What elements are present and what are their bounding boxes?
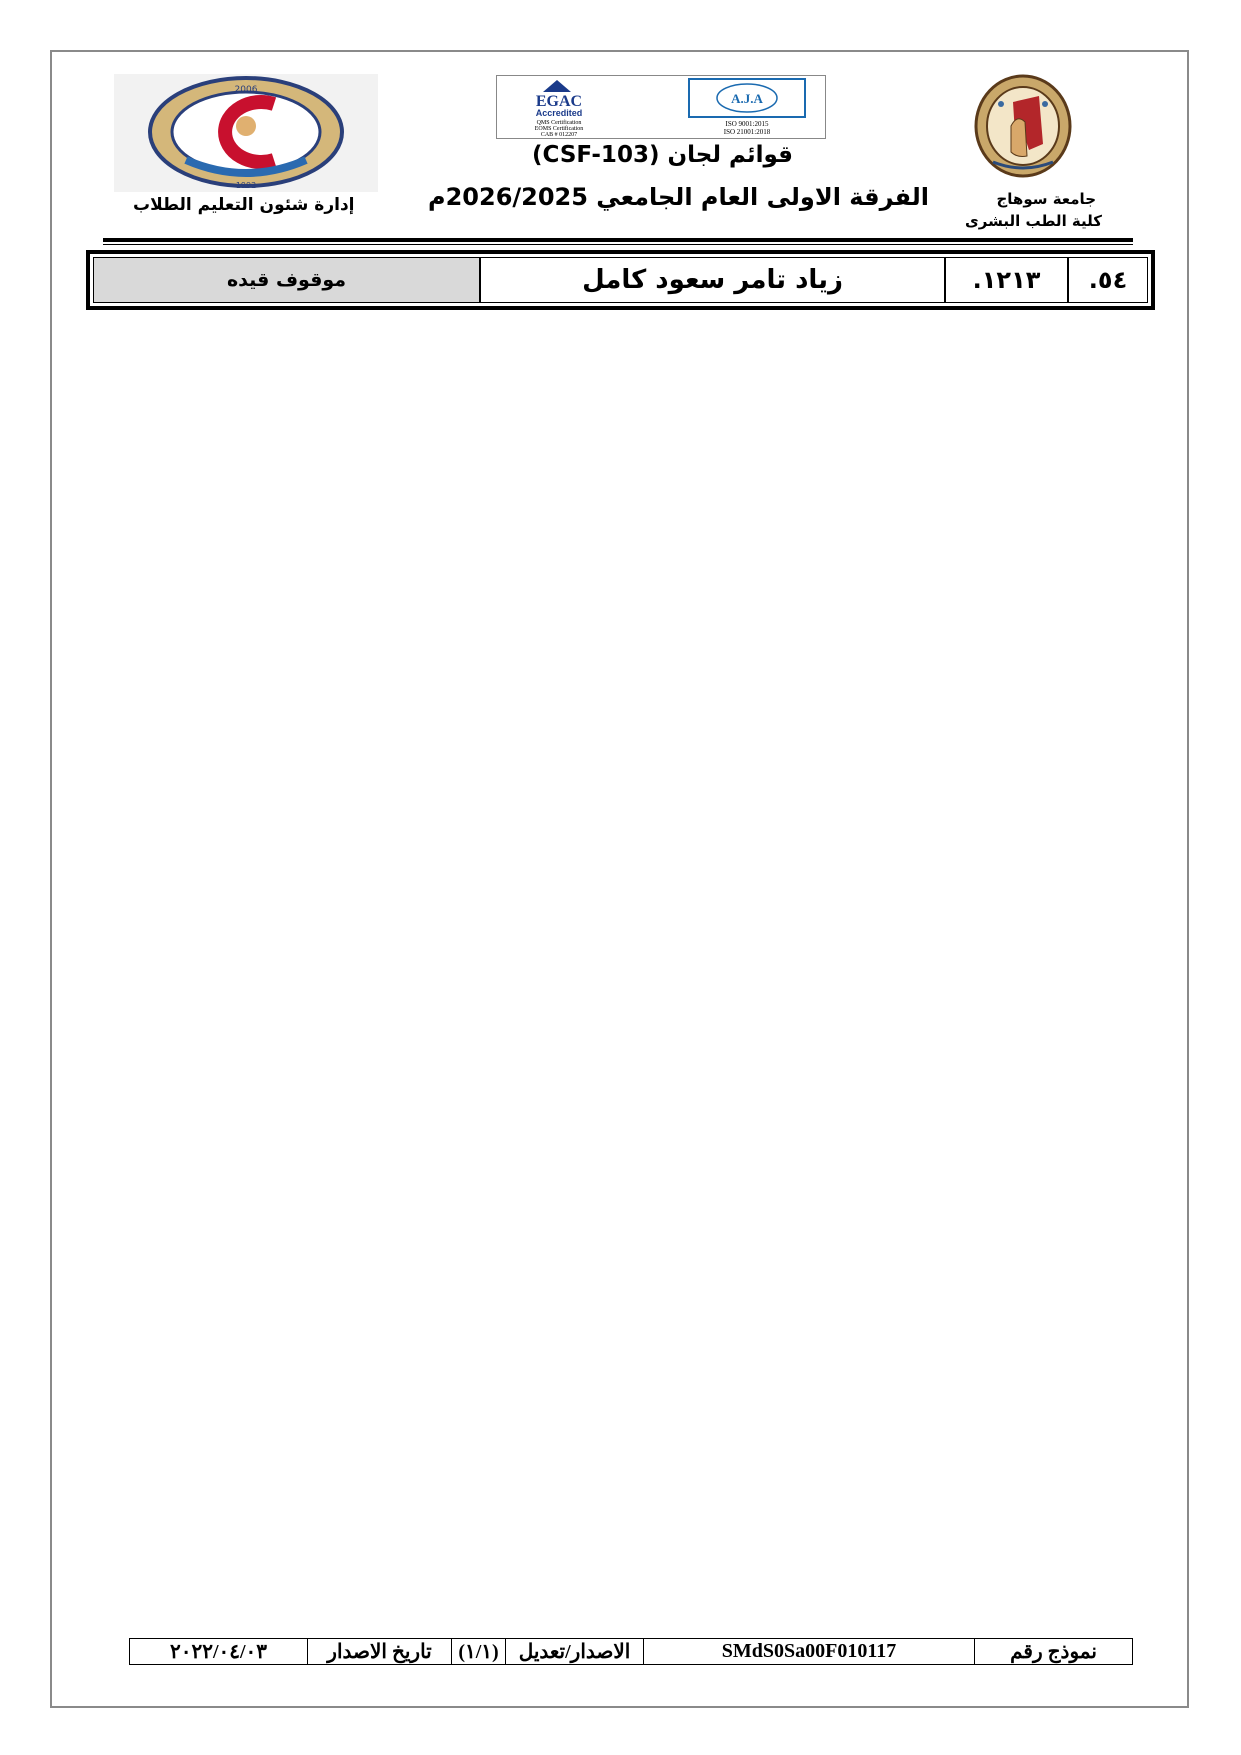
faculty-of-medicine-logo (114, 74, 378, 192)
form-number: SMdS0Sa00F010117 (721, 1640, 897, 1662)
aja-text: A.J.A (731, 91, 763, 106)
egac-text: EGAC (535, 93, 583, 110)
department-name: إدارة شئون التعليم الطلاب (133, 195, 355, 215)
page-subtitle: الفرقة الاولى العام الجامعي 2026/2025م (428, 183, 930, 211)
page-title: قوائم لجان (CSF-103) (532, 142, 793, 168)
student-row-inner (93, 257, 1148, 303)
faculty-logo-year-bottom: 1992 (235, 181, 257, 190)
form-label-cell (974, 1639, 1132, 1664)
form-label: نموذج رقم (1010, 1641, 1097, 1663)
issue-date-label: تاريخ الاصدار (327, 1641, 432, 1663)
egac-accredited-text: Accredited (535, 108, 583, 118)
aja-line2: ISO 21001:2018 (723, 128, 771, 136)
student-name: زياد تامر سعود كامل (582, 265, 843, 295)
serial-cell (1067, 258, 1147, 302)
edition-label: الاصدار/تعديل (518, 1641, 631, 1663)
egac-line3: CAB # 012207 (540, 132, 578, 138)
aja-line1: ISO 9001:2015 (725, 120, 769, 128)
header-rule-thin (103, 244, 1133, 245)
university-name: جامعة سوهاج (996, 190, 1096, 208)
serial-number: ٥٤. (1088, 266, 1128, 294)
certification-logos (496, 75, 826, 139)
student-row (86, 250, 1155, 310)
seat-number-cell (944, 258, 1067, 302)
egac-line1: QMS Certification (536, 120, 582, 126)
status-text: موقوف قيده (226, 269, 347, 291)
edition-value-cell (451, 1639, 505, 1664)
edition-value: (١/١) (458, 1641, 499, 1663)
edition-label-cell (505, 1639, 643, 1664)
egac-logo (535, 80, 584, 138)
sohag-university-logo (973, 74, 1073, 184)
student-name-cell (479, 258, 944, 302)
form-info-table (129, 1638, 1133, 1665)
faculty-logo-year-top: 2006 (234, 85, 258, 95)
form-number-cell (643, 1639, 974, 1664)
issue-date-label-cell (307, 1639, 451, 1664)
faculty-name: كلية الطب البشرى (964, 212, 1102, 230)
issue-date-value: ٢٠٢٢/٠٤/٠٣ (169, 1641, 268, 1663)
issue-date-value-cell (130, 1639, 307, 1664)
header-rule (103, 238, 1133, 242)
aja-logo (689, 79, 805, 136)
egac-line2: EOMS Certification (534, 126, 584, 132)
status-cell (94, 258, 479, 302)
seat-number: ١٢١٣. (972, 266, 1041, 294)
